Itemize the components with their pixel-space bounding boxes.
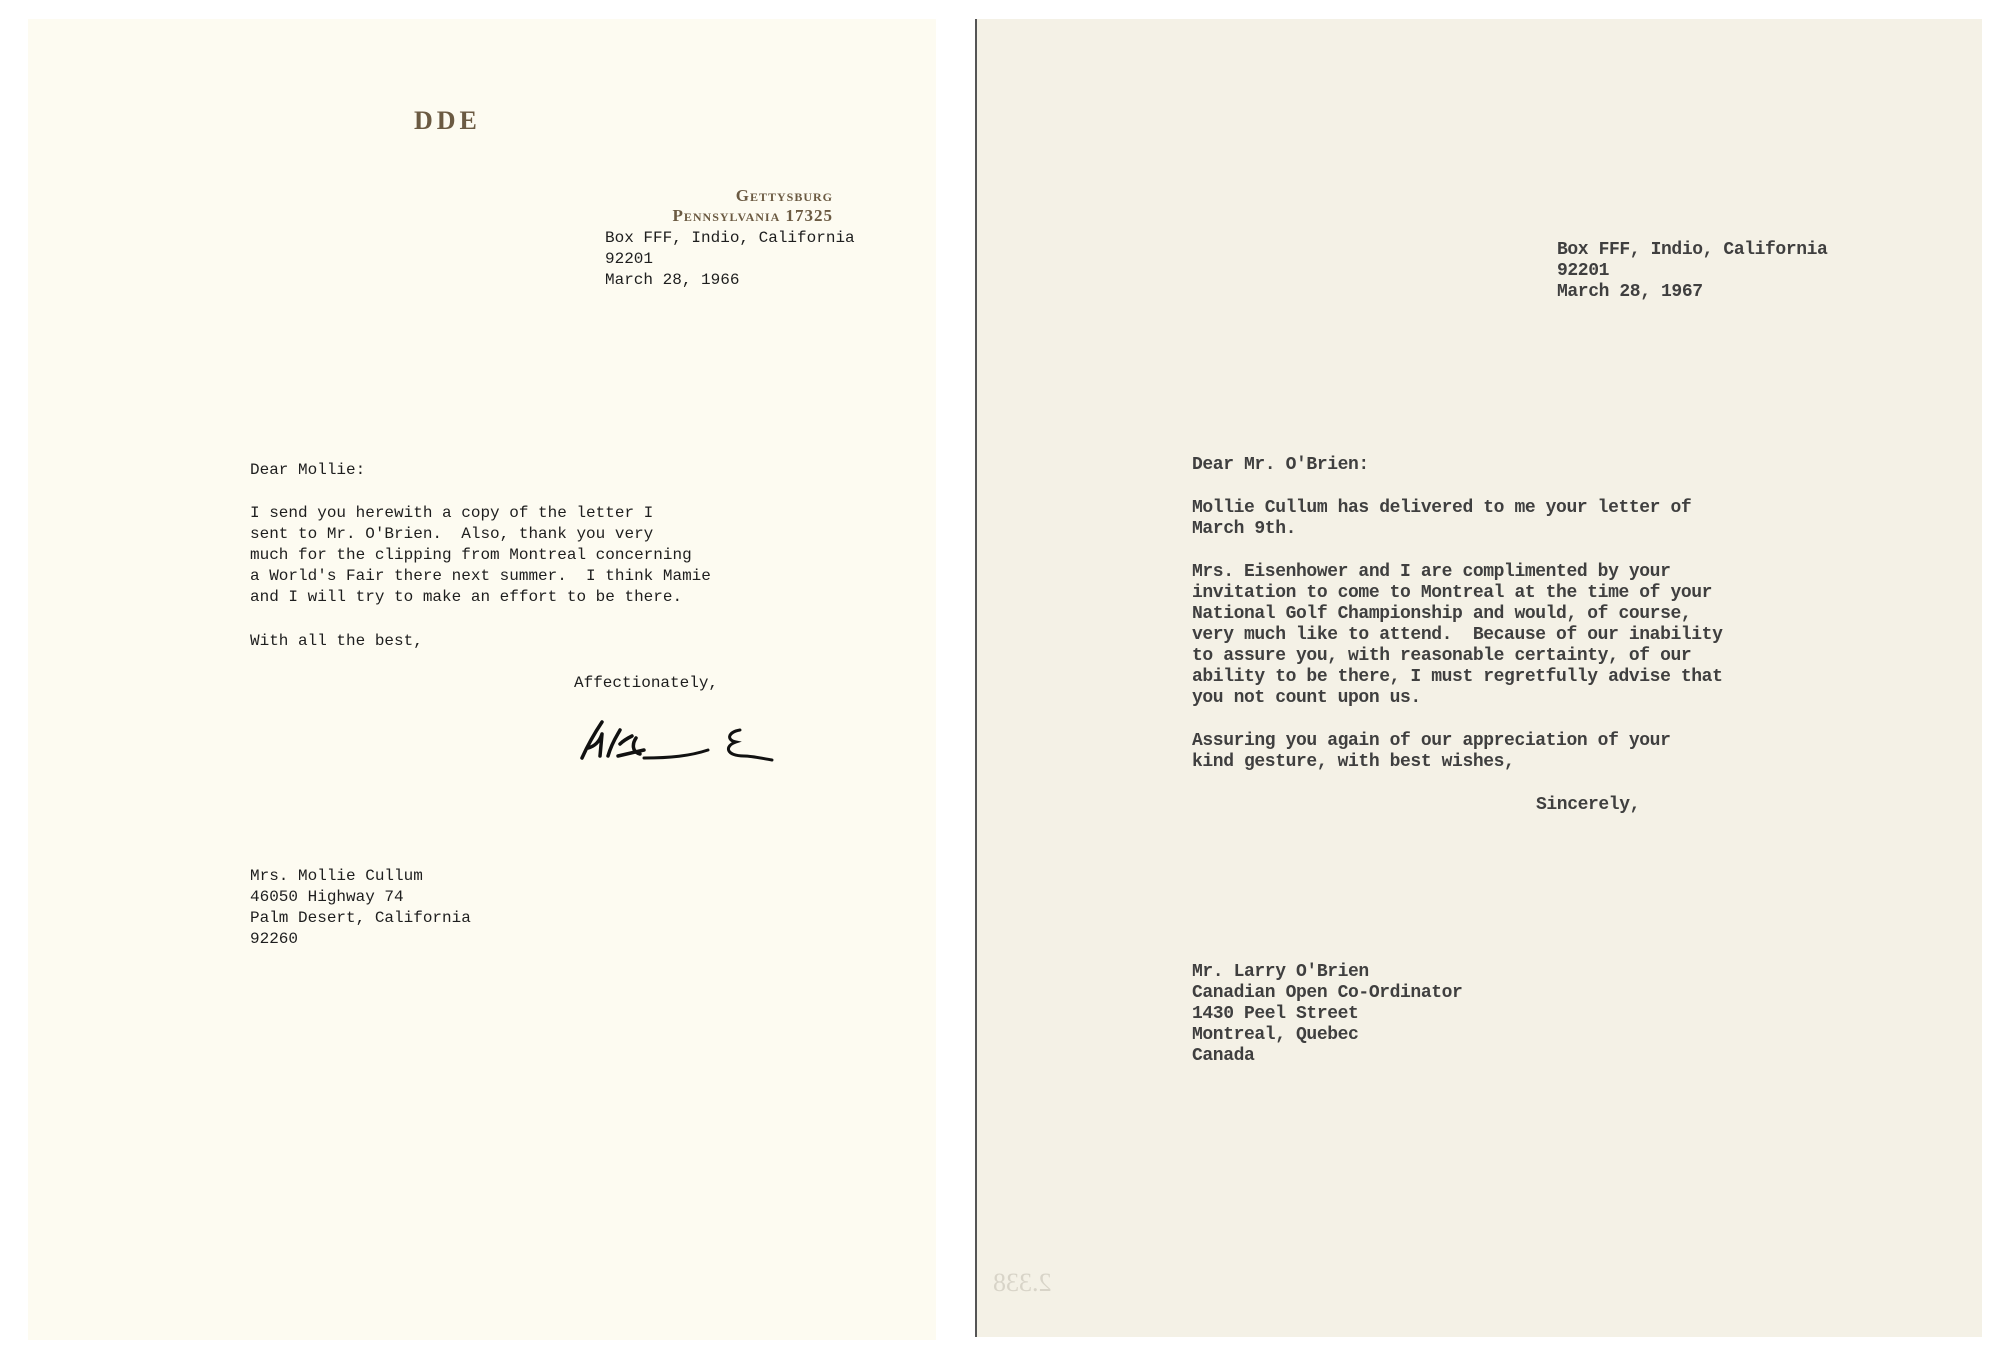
salutation: Dear Mr. O'Brien: <box>1192 455 1369 475</box>
letterhead-monogram: DDE <box>414 106 481 135</box>
body-paragraph <box>1192 562 1723 709</box>
recipient-line: Canadian Open Co-Ordinator <box>1192 983 1463 1003</box>
letterhead-city: Gettysburg <box>735 186 833 205</box>
body-line: National Golf Championship and would, of course, <box>1192 604 1692 624</box>
sender-address <box>605 228 855 291</box>
body-line: to assure you, with reasonable certainty, of our <box>1192 646 1692 666</box>
body-line: Assuring you again of our appreciation of your <box>1192 731 1671 751</box>
address-line: Box FFF, Indio, California <box>605 229 855 247</box>
recipient-line: Montreal, Quebec <box>1192 1025 1359 1045</box>
sender-address <box>1557 240 1827 303</box>
body-line: sent to Mr. O'Brien. Also, thank you very <box>250 525 654 543</box>
body-line: and I will try to make an effort to be there. <box>250 588 683 606</box>
body-line: March 9th. <box>1192 519 1297 539</box>
salutation: Dear Mollie: <box>250 461 366 479</box>
body-line: ability to be there, I must regretfully advise that <box>1192 667 1723 687</box>
body-line: much for the clipping from Montreal concerning <box>250 546 692 564</box>
recipient-line: 92260 <box>250 930 299 948</box>
address-line: 92201 <box>605 250 654 268</box>
body-line: a World's Fair there next summer. I think Mamie <box>250 567 711 585</box>
letter-date: March 28, 1966 <box>605 271 740 289</box>
recipient-line: Mrs. Mollie Cullum <box>250 867 423 885</box>
body-paragraph <box>1192 498 1691 540</box>
body-line: invitation to come to Montreal at the time of your <box>1192 583 1713 603</box>
recipient-line: Palm Desert, California <box>250 909 471 927</box>
recipient-address <box>250 866 471 950</box>
recipient-line: 46050 Highway 74 <box>250 888 404 906</box>
address-line: 92201 <box>1557 261 1610 281</box>
address-line: Box FFF, Indio, California <box>1557 240 1828 260</box>
letter-date: March 28, 1967 <box>1557 282 1703 302</box>
sign-off: Sincerely, <box>1536 795 1641 815</box>
handwritten-signature <box>540 700 780 770</box>
recipient-line: Canada <box>1192 1046 1255 1066</box>
body-paragraph <box>1192 731 1670 773</box>
sign-off: Affectionately, <box>574 674 719 692</box>
recipient-address <box>1192 962 1462 1067</box>
body-line: Mrs. Eisenhower and I are complimented by your <box>1192 562 1671 582</box>
pencil-archive-note: 2.338 <box>993 1268 1052 1297</box>
recipient-line: 1430 Peel Street <box>1192 1004 1359 1024</box>
body-paragraph <box>250 503 711 608</box>
body-line: kind gesture, with best wishes, <box>1192 752 1515 772</box>
body-line: you not count upon us. <box>1192 688 1421 708</box>
body-line: I send you herewith a copy of the letter I <box>250 504 654 522</box>
body-line: very much like to attend. Because of our inability <box>1192 625 1723 645</box>
closing-line: With all the best, <box>250 632 423 650</box>
body-line: Mollie Cullum has delivered to me your letter of <box>1192 498 1692 518</box>
recipient-line: Mr. Larry O'Brien <box>1192 962 1369 982</box>
letterhead-state: Pennsylvania 17325 <box>672 206 833 225</box>
